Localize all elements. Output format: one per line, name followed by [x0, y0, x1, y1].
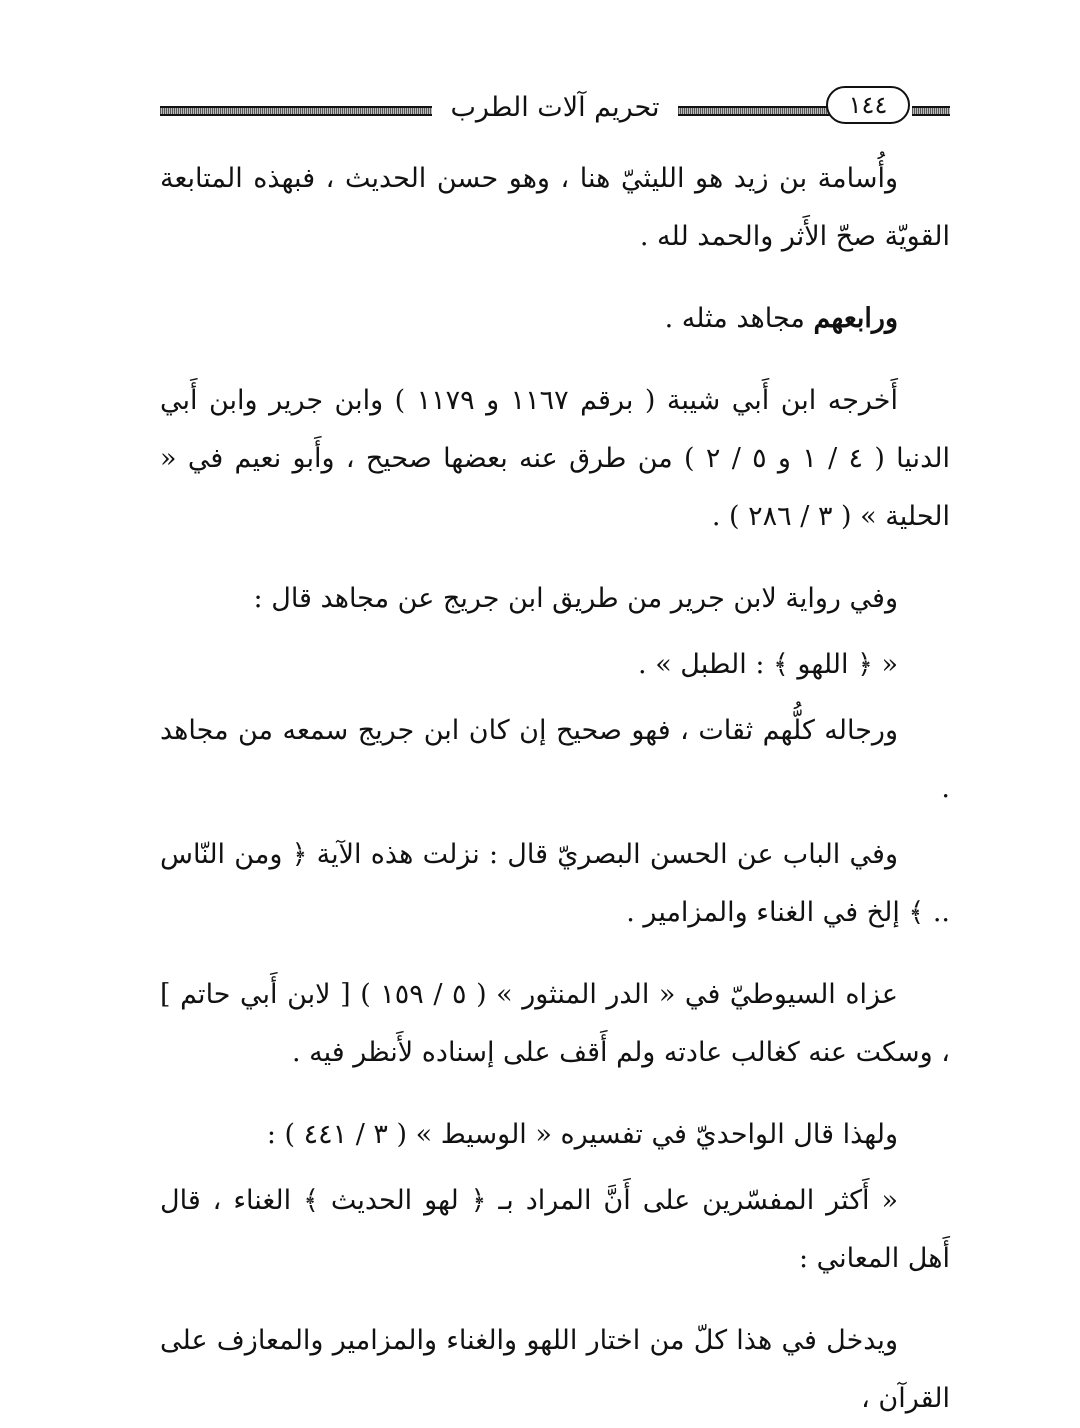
paragraph-1: وأُسامة بن زيد هو الليثيّ هنا ، وهو حسن الحديث ، فبهذه المتابعة القويّة صحّ الأَثر والحمد لله .	[160, 163, 950, 252]
page-number: ١٤٤	[826, 86, 910, 124]
paragraph-7: وفي الباب عن الحسن البصريّ قال : نزلت هذه الآية ﴿ ومن النّاس .. ﴾ إلخ في الغناء والمزامير .	[160, 839, 950, 928]
paragraph-10: « أَكثر المفسّرين على أَنَّ المراد بـ ﴿ لهو الحديث ﴾ الغناء ، قال أَهل المعاني :	[160, 1185, 950, 1274]
header-rule-left	[160, 106, 432, 116]
page-body	[160, 150, 950, 1428]
running-title: تحريم آلات الطرب	[450, 92, 660, 123]
paragraph-8: عزاه السيوطيّ في « الدر المنثور » ( ٥ / ١٥٩ ) [ لابن أَبي حاتم ] ، وسكت عنه كغالب عادته ولم أَقف على إسناده لأَنظر فيه .	[160, 979, 950, 1068]
paragraph-2-rest: مجاهد مثله .	[664, 303, 814, 334]
paragraph-5: « ﴿ اللهو ﴾ : الطبل » .	[638, 649, 898, 680]
header-rule-right	[912, 106, 950, 116]
paragraph-4: وفي رواية لابن جرير من طريق ابن جريج عن مجاهد قال :	[253, 583, 898, 614]
paragraph-9: ولهذا قال الواحديّ في تفسيره « الوسيط » ( ٣ / ٤٤١ ) :	[266, 1119, 898, 1150]
paragraph-3: أَخرجه ابن أَبي شيبة ( برقم ١١٦٧ و ١١٧٩ ) وابن جرير وابن أَبي الدنيا ( ٤ / ١ و ٥ / ٢ ) من طرق عنه بعضها صحيح ، وأَبو نعيم في « الحلية » ( ٣ / ٢٨٦ ) .	[160, 385, 950, 532]
running-header	[160, 86, 950, 130]
paragraph-2-lead: ورابعهم	[813, 303, 898, 334]
paragraph-2	[160, 290, 950, 348]
paragraph-6: ورجاله كلُّهم ثقات ، فهو صحيح إن كان ابن جريج سمعه من مجاهد .	[160, 715, 950, 804]
paragraph-11: ويدخل في هذا كلّ من اختار اللهو والغناء والمزامير والمعازف على القرآن ،	[160, 1325, 950, 1414]
